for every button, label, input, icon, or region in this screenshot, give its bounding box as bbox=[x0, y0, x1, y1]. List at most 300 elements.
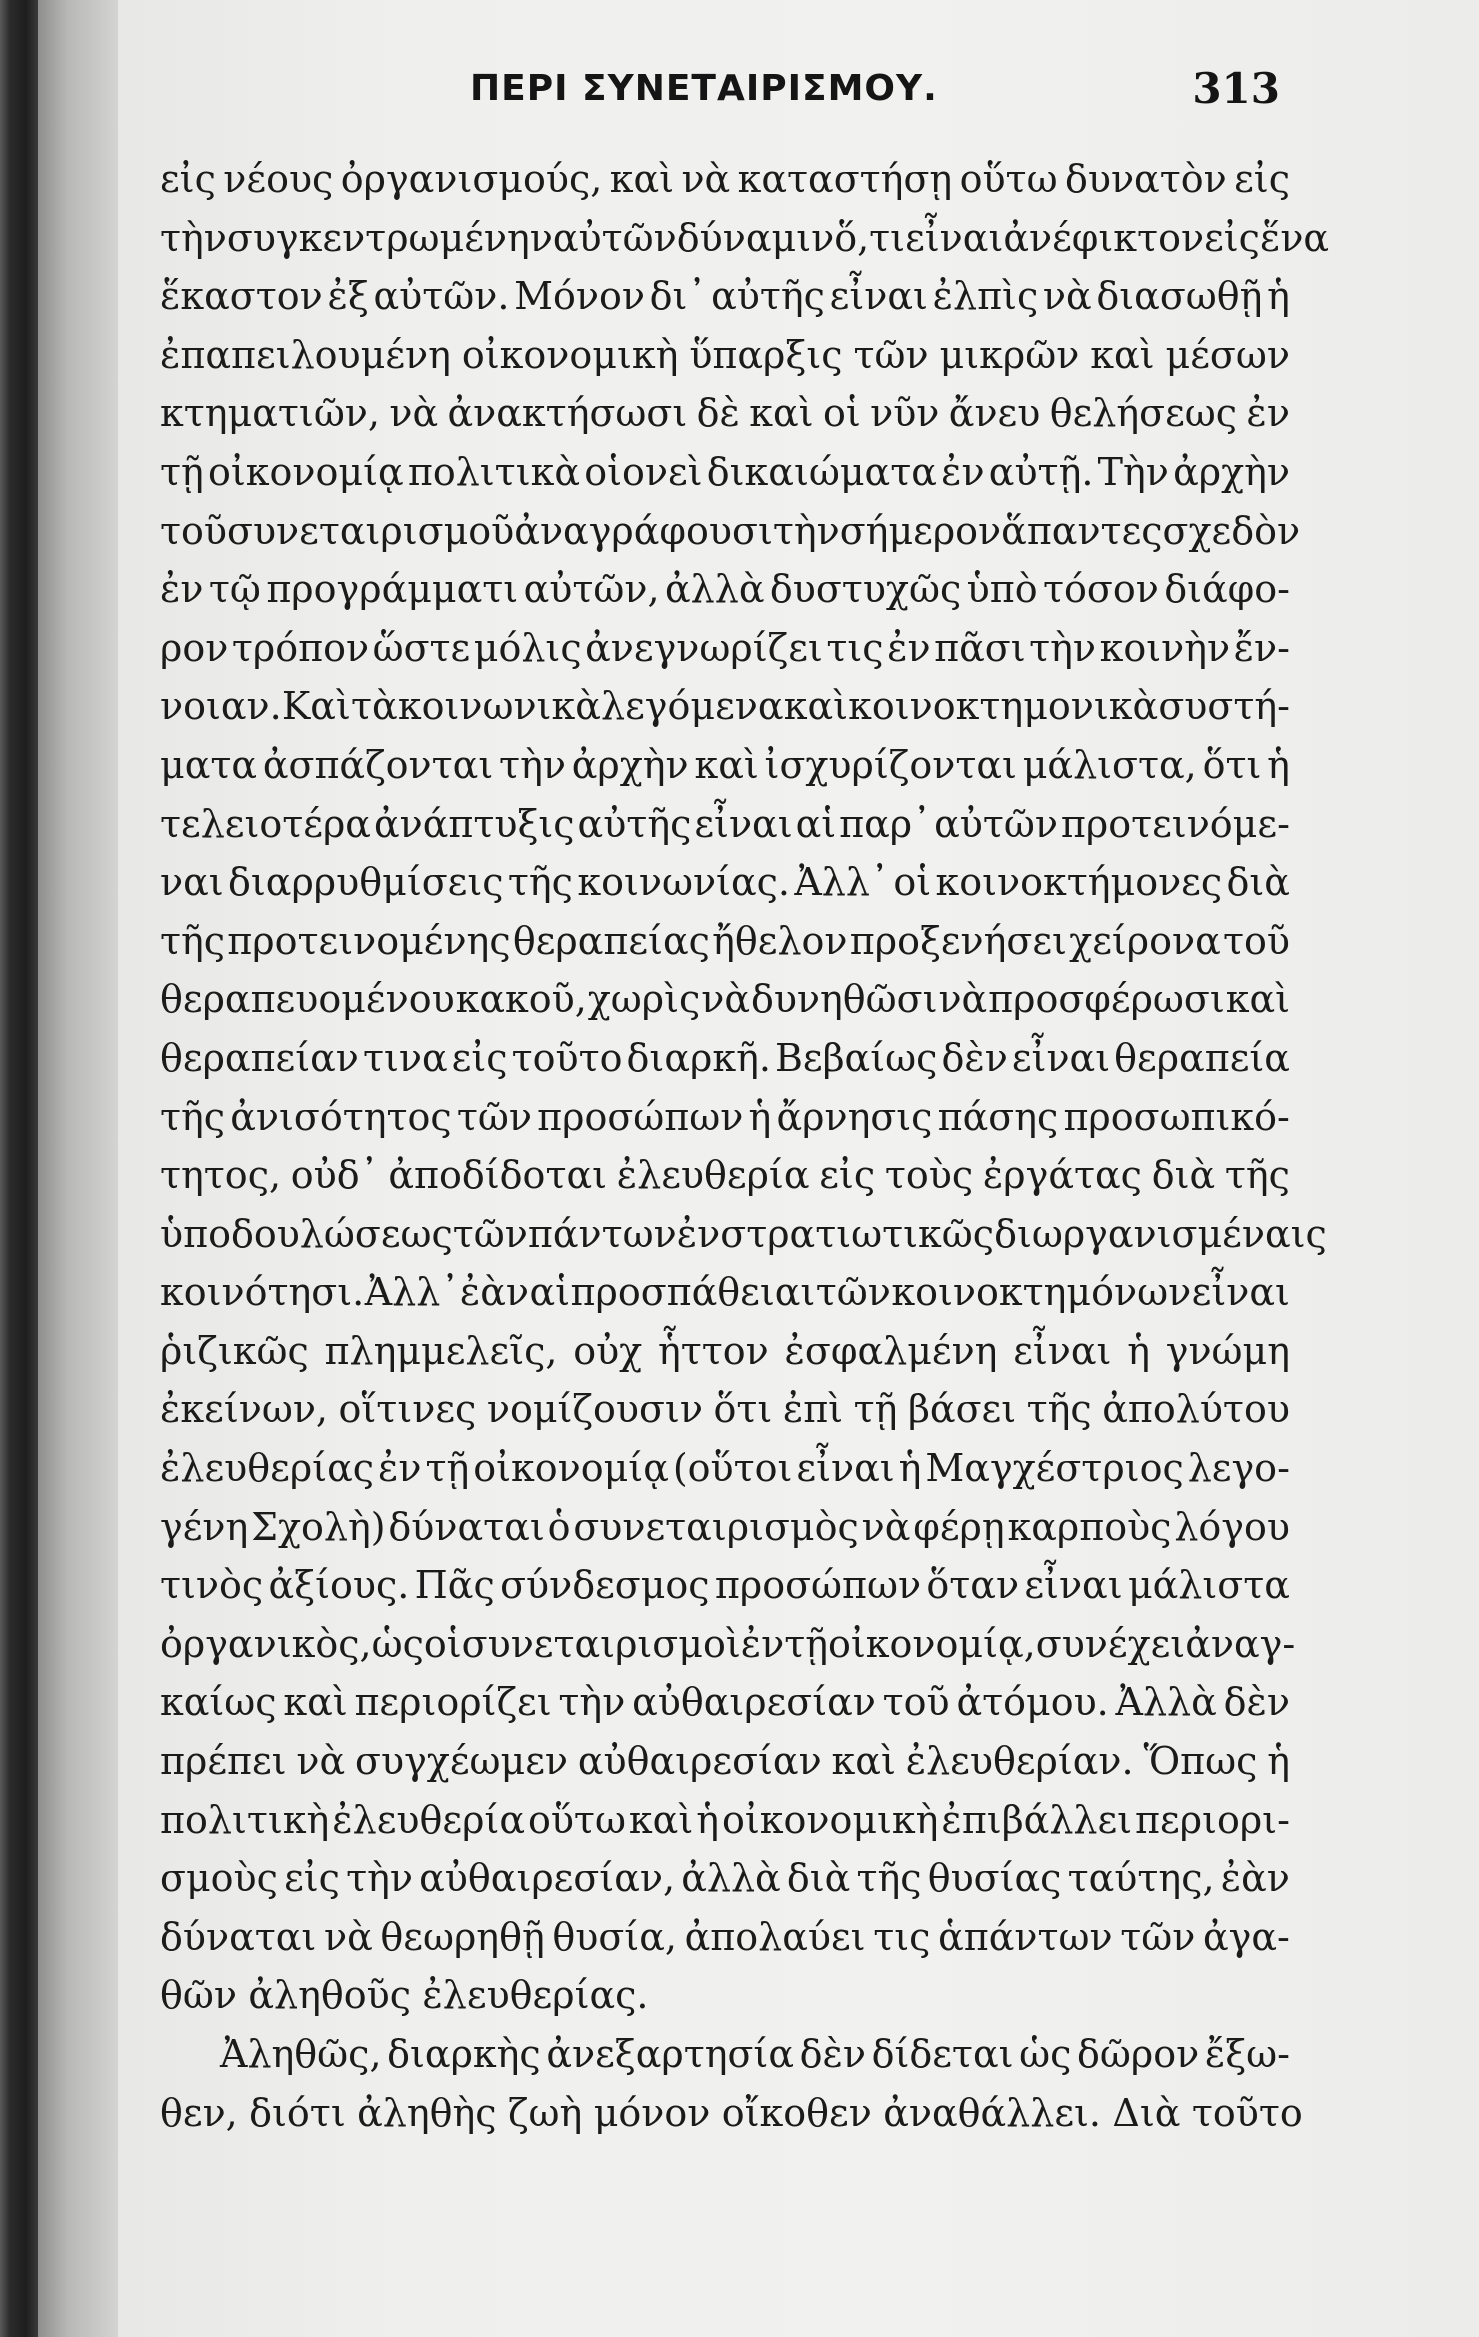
word: πάντων bbox=[527, 1211, 677, 1256]
word: ἀναγράφουσι bbox=[514, 508, 773, 553]
word: προξενήσει bbox=[849, 918, 1067, 963]
word: σχεδὸν bbox=[1162, 508, 1301, 553]
word: περιορίζει bbox=[354, 1680, 552, 1725]
text-line bbox=[160, 502, 1301, 561]
word: θελήσεως bbox=[1049, 391, 1238, 436]
text-line bbox=[160, 560, 1290, 619]
word: αὐθαιρεσίαν, bbox=[419, 1856, 676, 1901]
word: ὅ,τι bbox=[834, 215, 906, 260]
word: ἐὰν bbox=[1220, 1856, 1290, 1901]
word: αἱ bbox=[795, 801, 837, 846]
text-line bbox=[160, 912, 1290, 971]
word: ἐν bbox=[887, 625, 931, 670]
word: ἀνάπτυξις bbox=[373, 801, 575, 846]
word: καὶ bbox=[628, 1797, 694, 1842]
word: διασωθῇ bbox=[1096, 274, 1263, 319]
word: εἰς bbox=[451, 1035, 508, 1080]
word: γένη bbox=[160, 1504, 249, 1549]
text-line bbox=[160, 1146, 1290, 1205]
word: θῶν bbox=[160, 1973, 237, 2018]
word: εἰς bbox=[160, 157, 216, 201]
word: θεραπεία bbox=[1114, 1035, 1290, 1080]
text-line bbox=[160, 1732, 1290, 1791]
word: ὁ bbox=[547, 1504, 571, 1549]
book-gutter-edge bbox=[38, 0, 118, 2337]
word: αὐτῆς bbox=[711, 274, 825, 319]
word: θεν, bbox=[160, 2090, 238, 2135]
word: τῆς bbox=[1026, 1387, 1092, 1432]
word: εἰς bbox=[819, 1153, 876, 1198]
word: κοινοκτήμονες bbox=[935, 860, 1223, 905]
word: εἰς bbox=[1234, 157, 1290, 201]
word: εἰς bbox=[284, 1856, 340, 1901]
word: τὴν bbox=[160, 215, 227, 260]
word: δῶρον bbox=[1077, 2032, 1200, 2076]
word: σύνδεσμος bbox=[500, 1563, 710, 1608]
word: ἀσπάζονται bbox=[262, 742, 494, 787]
word: ἐν bbox=[740, 1621, 785, 1666]
word: συστή- bbox=[1158, 684, 1290, 729]
word: ἐσφαλμένη bbox=[784, 1328, 998, 1373]
word: ζωὴ bbox=[507, 2090, 583, 2135]
word: Καὶ bbox=[281, 684, 351, 729]
word: κοινωνίας. bbox=[577, 860, 790, 905]
word: καὶ bbox=[783, 684, 848, 729]
word: ταύτης, bbox=[1067, 1856, 1215, 1901]
word: συγκεντρωμένην bbox=[226, 215, 553, 260]
word: ἀρχὴν bbox=[571, 742, 689, 787]
word: δι᾽ bbox=[649, 274, 707, 319]
word: ἡ bbox=[898, 1446, 922, 1491]
word: διάφο- bbox=[1164, 567, 1290, 612]
word: τοὺς bbox=[884, 1153, 974, 1198]
word: ἐπὶ bbox=[782, 1387, 844, 1432]
word: ματα bbox=[160, 742, 258, 787]
word: Ἀληθῶς, bbox=[220, 2032, 382, 2076]
word: εἶναι bbox=[1191, 1270, 1290, 1315]
word: πρέπει bbox=[160, 1739, 287, 1784]
word: αὐτῶν, bbox=[523, 567, 660, 612]
text-line bbox=[160, 2084, 1303, 2143]
word: συνέχει bbox=[1035, 1621, 1186, 1666]
word: τις bbox=[826, 625, 884, 670]
word: ναι bbox=[160, 860, 224, 905]
word: τῇ bbox=[784, 1621, 829, 1666]
word: σήμερον bbox=[839, 508, 1002, 553]
word: ἀναθάλλει. bbox=[883, 2090, 1102, 2135]
word: τρόπον bbox=[231, 625, 370, 670]
word: συγχέωμεν bbox=[355, 1739, 568, 1784]
text-line bbox=[160, 1263, 1290, 1322]
word: οἰκονομίᾳ, bbox=[828, 1621, 1036, 1666]
word: ἐλευθερία bbox=[332, 1797, 525, 1842]
word: ἐλευθερίαν. bbox=[905, 1739, 1134, 1784]
word: δύναται bbox=[388, 1504, 545, 1549]
word: ὀργανισμούς, bbox=[340, 157, 603, 201]
word: οἱ bbox=[893, 860, 932, 905]
word: θυσία, bbox=[552, 1914, 677, 1959]
word: δυνατὸν bbox=[1064, 157, 1227, 201]
word: καὶ bbox=[831, 1739, 896, 1784]
word: ὀργανικὸς, bbox=[160, 1621, 372, 1666]
text-line bbox=[160, 1908, 1290, 1967]
word: εἶναι bbox=[829, 274, 928, 319]
word: διαρρυθμίσεις bbox=[228, 860, 504, 905]
word: ἐπιβάλλει bbox=[941, 1797, 1133, 1842]
word: νὰ bbox=[701, 977, 751, 1022]
word: καὶ bbox=[749, 391, 814, 436]
word: νομίζουσιν bbox=[486, 1387, 703, 1432]
word: ἀπολύτου bbox=[1102, 1387, 1290, 1432]
word: ἰσχυρίζονται bbox=[764, 742, 1017, 787]
word: οὐδ᾽ bbox=[290, 1153, 379, 1198]
word: λεγο- bbox=[1187, 1446, 1290, 1491]
word: κοινοκτημονικὰ bbox=[848, 684, 1159, 729]
word: οὕτω bbox=[959, 157, 1058, 201]
word: καὶ bbox=[609, 157, 675, 201]
text-line bbox=[160, 384, 1290, 443]
word: καὶ bbox=[694, 742, 759, 787]
word: μόνον bbox=[593, 2090, 711, 2135]
word: τῆς bbox=[160, 1094, 226, 1139]
word: τῶν bbox=[456, 1094, 532, 1139]
word: τὴν bbox=[346, 1856, 413, 1901]
word: διαρκὴς bbox=[387, 2032, 541, 2076]
word: νὰ bbox=[681, 157, 731, 201]
word: ἐλευθερίας. bbox=[422, 1973, 649, 2018]
word: προσώπων bbox=[714, 1563, 922, 1608]
word: μάλιστα, bbox=[1022, 742, 1197, 787]
word: προσφέρωσι bbox=[988, 977, 1225, 1022]
word: ὅταν bbox=[926, 1563, 1020, 1608]
word: ἐὰν bbox=[459, 1270, 529, 1315]
word: Ἀλλ᾽ bbox=[794, 860, 889, 905]
word: πάσης bbox=[937, 1094, 1059, 1139]
text-line bbox=[160, 1205, 1327, 1264]
word: νέους bbox=[223, 157, 334, 201]
word: ῥιζικῶς bbox=[160, 1328, 309, 1373]
word: καρποὺς bbox=[1007, 1504, 1172, 1549]
word: ἀτόμου. bbox=[956, 1680, 1109, 1725]
word: προτεινόμε- bbox=[1060, 801, 1290, 846]
word: ἔξω- bbox=[1204, 2032, 1290, 2076]
word: τῇ bbox=[853, 1387, 898, 1432]
word: περιορι- bbox=[1135, 1797, 1290, 1842]
text-line bbox=[160, 1498, 1290, 1557]
word: γνώμη bbox=[1165, 1328, 1290, 1373]
word: τοῦ bbox=[160, 508, 228, 553]
word: τὴν bbox=[772, 508, 840, 553]
word: δύναμιν bbox=[676, 215, 835, 260]
word: τῶν bbox=[853, 332, 929, 377]
word: θεραπείας bbox=[512, 918, 710, 963]
word: νὰ bbox=[389, 391, 439, 436]
word: ἡ bbox=[1267, 1739, 1290, 1784]
word: ἀλλὰ bbox=[664, 567, 765, 612]
text-line bbox=[160, 619, 1290, 678]
word: Ἀλλὰ bbox=[1115, 1680, 1217, 1725]
word: θεραπείαν bbox=[160, 1035, 359, 1080]
word: ἀληθὴς bbox=[357, 2090, 497, 2135]
word: λεγόμενα bbox=[601, 684, 784, 729]
word: μέσων bbox=[1165, 332, 1290, 377]
text-line bbox=[160, 209, 1330, 268]
word: ὑπὸ bbox=[966, 567, 1038, 612]
word: διὰ bbox=[1226, 860, 1290, 905]
word: αὐτῆς bbox=[577, 801, 692, 846]
word: ἡ bbox=[1267, 274, 1290, 319]
word: οἱ bbox=[423, 1621, 462, 1666]
body-text bbox=[160, 150, 1330, 2142]
word: νῦν bbox=[870, 391, 940, 436]
word: δυνηθῶσι bbox=[750, 977, 938, 1022]
word: οἱ bbox=[822, 391, 861, 436]
word: μάλιστα bbox=[1127, 1563, 1290, 1608]
word: καὶ bbox=[1090, 332, 1155, 377]
text-line bbox=[160, 150, 1290, 209]
word: τῇ bbox=[425, 1446, 470, 1491]
word: ἄρνησις bbox=[776, 1094, 933, 1139]
word: παρ᾽ bbox=[839, 801, 932, 846]
word: ἀγα- bbox=[1203, 1914, 1290, 1959]
word: ἐν bbox=[377, 1446, 422, 1491]
word: ἀποδίδοται bbox=[388, 1153, 608, 1198]
word: ἀνεγνωρίζει bbox=[585, 625, 823, 670]
word: τῶν bbox=[1120, 1914, 1196, 1959]
word: πλημμελεῖς, bbox=[324, 1328, 558, 1373]
word: ἐν bbox=[160, 567, 204, 612]
word: τῆς bbox=[507, 860, 573, 905]
word: συνεταιρισμὸς bbox=[573, 1504, 859, 1549]
word: τὴν bbox=[558, 1680, 626, 1725]
word: βάσει bbox=[907, 1387, 1017, 1432]
word: ἡ bbox=[1127, 1328, 1150, 1373]
word: χωρὶς bbox=[587, 977, 701, 1022]
word: ἀπολαύει bbox=[684, 1914, 866, 1959]
word: ἀνεξαρτησία bbox=[546, 2032, 794, 2076]
page-number: 313 bbox=[1192, 64, 1280, 113]
word: ἐκείνων, bbox=[160, 1387, 328, 1432]
word: ἕνα bbox=[1259, 215, 1330, 260]
word: κοινὴν bbox=[1099, 625, 1231, 670]
word: χείρονα bbox=[1069, 918, 1221, 963]
word: δύναται bbox=[160, 1914, 317, 1959]
text-line bbox=[160, 2025, 1290, 2084]
word: καίως bbox=[160, 1680, 277, 1725]
word: νὰ bbox=[938, 977, 988, 1022]
word: ἐπαπειλουμένη bbox=[160, 332, 451, 377]
word: δὲ bbox=[696, 391, 740, 436]
word: ἐλευθερίας bbox=[160, 1446, 375, 1491]
word: στρατιωτικῶς bbox=[720, 1211, 995, 1256]
word: ἀλλὰ bbox=[681, 1856, 781, 1901]
word: συνεταιρισμοὶ bbox=[461, 1621, 741, 1666]
word: λόγου bbox=[1174, 1504, 1290, 1549]
word: τῇ bbox=[160, 449, 204, 494]
word: νὰ bbox=[323, 1914, 373, 1959]
word: τοῦτο bbox=[1191, 2090, 1303, 2135]
word: εἶναι bbox=[694, 801, 793, 846]
word: αὐτῶν bbox=[934, 801, 1058, 846]
word: Ἀλλ᾽ bbox=[364, 1270, 460, 1315]
word: ἐν bbox=[1246, 391, 1290, 436]
word: οἱονεὶ bbox=[584, 449, 703, 494]
word: τὴν bbox=[499, 742, 566, 787]
word: οἰκονομίᾳ bbox=[208, 449, 404, 494]
word: συνεταιρισμοῦ bbox=[227, 508, 515, 553]
word: αὐτῶν. bbox=[373, 274, 510, 319]
word: προσπάθειαι bbox=[570, 1270, 816, 1315]
word: φέρῃ bbox=[913, 1504, 1005, 1549]
word: τῆς bbox=[160, 918, 226, 963]
text-line bbox=[160, 326, 1290, 385]
word: ἀνέφικτον bbox=[1003, 215, 1205, 260]
word: Βεβαίως bbox=[774, 1035, 938, 1080]
word: τελειοτέρα bbox=[160, 801, 371, 846]
word: ἀναγ- bbox=[1185, 1621, 1296, 1666]
word: οὐχ bbox=[573, 1328, 643, 1373]
word: Ὅπως bbox=[1143, 1739, 1258, 1784]
text-line bbox=[160, 1556, 1290, 1615]
word: κοινωνικὰ bbox=[397, 684, 601, 729]
word: ἐλευθερία bbox=[616, 1153, 810, 1198]
word: οὕτω bbox=[527, 1797, 626, 1842]
text-line bbox=[160, 1615, 1296, 1674]
word: κοινότησι. bbox=[160, 1270, 365, 1315]
word: θυσίας bbox=[927, 1856, 1062, 1901]
word: μικρῶν bbox=[939, 332, 1080, 377]
word: (οὕτοι bbox=[672, 1446, 793, 1491]
running-title: ΠΕΡΙ ΣΥΝΕΤΑΙΡΙΣΜΟΥ. bbox=[470, 68, 938, 109]
word: τις bbox=[873, 1914, 931, 1959]
word: προσώπων bbox=[537, 1094, 744, 1139]
word: τοῦτο bbox=[511, 1035, 623, 1080]
word: τοῦ bbox=[1222, 918, 1290, 963]
word: οἵτινες bbox=[338, 1387, 477, 1432]
word: τῶν bbox=[452, 1211, 528, 1256]
word: ὑποδουλώσεως bbox=[160, 1211, 453, 1256]
text-line bbox=[160, 1966, 1290, 2025]
word: πολιτικὰ bbox=[407, 449, 581, 494]
word: δυστυχῶς bbox=[769, 567, 962, 612]
word: προσωπικό- bbox=[1063, 1094, 1290, 1139]
text-line bbox=[160, 1673, 1290, 1732]
text-line bbox=[160, 1380, 1290, 1439]
word: τοῦ bbox=[882, 1680, 950, 1725]
word: διότι bbox=[249, 2090, 346, 2135]
word: κοινοκτημόνων bbox=[891, 1270, 1192, 1315]
word: αἱ bbox=[529, 1270, 571, 1315]
word: ἕκαστον bbox=[160, 274, 323, 319]
word: διὰ bbox=[1151, 1153, 1216, 1198]
word: δὲν bbox=[799, 2032, 866, 2076]
book-binding-shadow bbox=[0, 0, 38, 2337]
word: νὰ bbox=[1042, 274, 1092, 319]
word: εἰς bbox=[1204, 215, 1260, 260]
page-header bbox=[160, 62, 1280, 132]
word: τῆς bbox=[856, 1856, 922, 1901]
word: ἤθελον bbox=[712, 918, 848, 963]
word: κακοῦ, bbox=[455, 977, 587, 1022]
word: τὰ bbox=[350, 684, 398, 729]
word: δίδεται bbox=[871, 2032, 1014, 2076]
word: εἶναι bbox=[796, 1446, 895, 1491]
text-line bbox=[160, 853, 1290, 912]
text-line bbox=[160, 1791, 1290, 1850]
word: ρον bbox=[160, 625, 229, 670]
text-line bbox=[160, 677, 1290, 736]
word: οἴκοθεν bbox=[721, 2090, 872, 2135]
word: ἐλπὶς bbox=[932, 274, 1039, 319]
word: εἶναι bbox=[1011, 1035, 1111, 1080]
word: ὡς bbox=[371, 1621, 424, 1666]
word: τῆς bbox=[1224, 1153, 1290, 1198]
word: ἅπαντες bbox=[1001, 508, 1163, 553]
word: ὅτι bbox=[713, 1387, 773, 1432]
text-line bbox=[160, 1029, 1290, 1088]
word: θεωρηθῇ bbox=[380, 1914, 545, 1959]
word: ἡ bbox=[1267, 742, 1290, 787]
word: πολιτικὴ bbox=[160, 1797, 330, 1842]
text-line bbox=[160, 443, 1290, 502]
word: ἀξίους. bbox=[268, 1563, 410, 1608]
word: ἀρχὴν bbox=[1173, 449, 1290, 494]
word: Διὰ bbox=[1112, 2090, 1181, 2135]
word: νὰ bbox=[296, 1739, 346, 1784]
word: Πᾶς bbox=[414, 1563, 495, 1608]
word: ὥστε bbox=[372, 625, 471, 670]
word: αὐτῶν bbox=[552, 215, 677, 260]
word: προτεινομένης bbox=[227, 918, 511, 963]
word: νὰ bbox=[861, 1504, 911, 1549]
word: ἐν bbox=[676, 1211, 721, 1256]
word: οἰκονομικὴ bbox=[461, 332, 679, 377]
word: Σχολὴ) bbox=[251, 1504, 386, 1549]
text-line bbox=[160, 970, 1290, 1029]
word: ἡ bbox=[696, 1797, 719, 1842]
word: ἀνακτήσωσι bbox=[447, 391, 688, 436]
word: ἁπάντων bbox=[938, 1914, 1113, 1959]
word: πᾶσι bbox=[934, 625, 1026, 670]
word: ἄνευ bbox=[948, 391, 1041, 436]
word: ἐργάτας bbox=[982, 1153, 1142, 1198]
word: αὐθαιρεσίαν bbox=[577, 1739, 822, 1784]
word: αὐτῇ. bbox=[988, 449, 1094, 494]
word: μόλις bbox=[473, 625, 582, 670]
word: τητος, bbox=[160, 1153, 282, 1198]
word: τόσον bbox=[1043, 567, 1159, 612]
word: ἐν bbox=[941, 449, 985, 494]
text-line bbox=[160, 736, 1290, 795]
word: τινὸς bbox=[160, 1563, 264, 1608]
word: ὕπαρξις bbox=[689, 332, 843, 377]
word: διὰ bbox=[786, 1856, 851, 1901]
word: εἶναι bbox=[905, 215, 1004, 260]
text-line bbox=[160, 1322, 1290, 1381]
word: αὐθαιρεσίαν bbox=[632, 1680, 876, 1725]
word: προγράμματι bbox=[266, 567, 519, 612]
word: δὲν bbox=[941, 1035, 1008, 1080]
word: Μόνον bbox=[514, 274, 645, 319]
word: σμοὺς bbox=[160, 1856, 278, 1901]
text-line bbox=[160, 1849, 1290, 1908]
word: διαρκῆ. bbox=[626, 1035, 771, 1080]
word: νοιαν. bbox=[160, 684, 282, 729]
word: τῷ bbox=[208, 567, 261, 612]
word: εἶναι bbox=[1013, 1328, 1112, 1373]
word: διωργανισμέναις bbox=[994, 1211, 1327, 1256]
word: τὴν bbox=[1029, 625, 1097, 670]
